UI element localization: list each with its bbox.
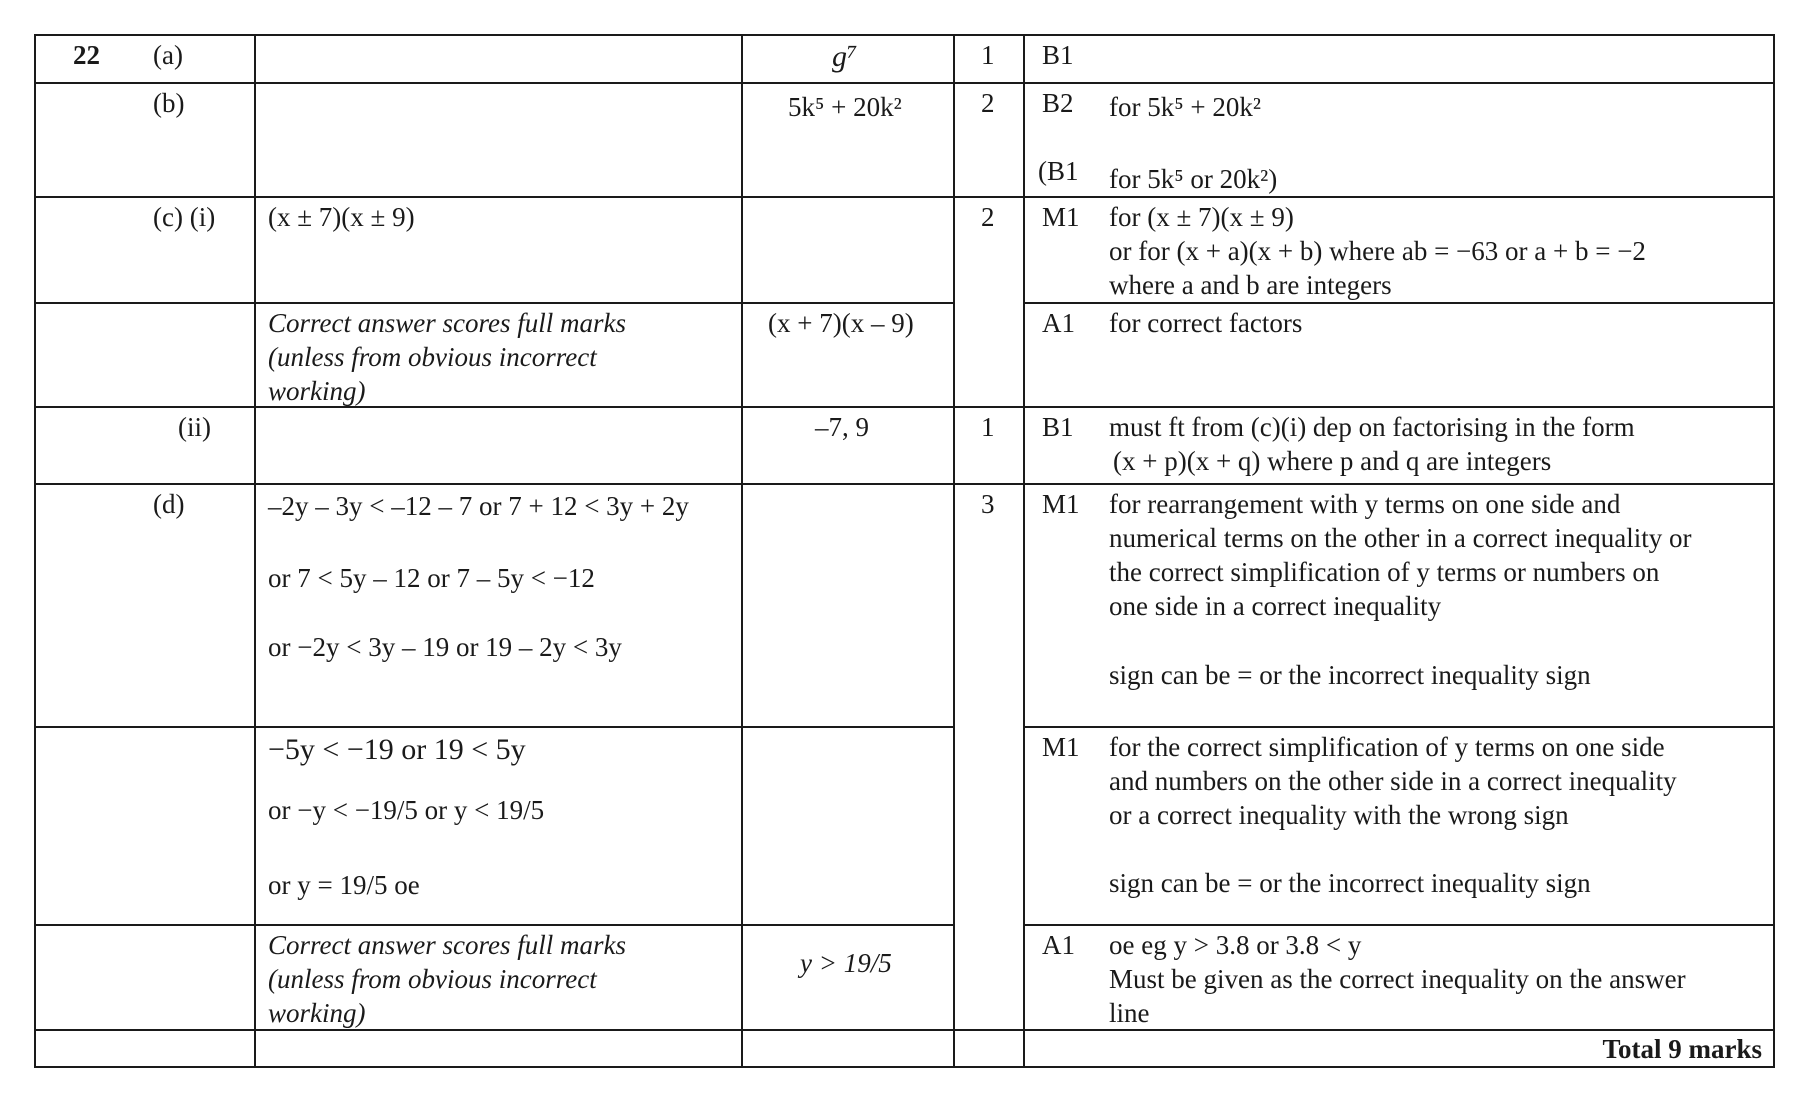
note-d-2a: for the correct simplification of y terms on one side — [1109, 732, 1665, 762]
answer-c-i: (x + 7)(x – 9) — [768, 308, 914, 338]
note-b-2: for 5k⁵ or 20k²) — [1109, 164, 1278, 194]
note-d-3a: oe eg y > 3.8 or 3.8 < y — [1109, 930, 1362, 960]
code-c-i-2: A1 — [1042, 308, 1075, 338]
mark-c: 2 — [981, 202, 995, 232]
note-c-i-2: for correct factors — [1109, 308, 1303, 338]
table-border-top — [34, 34, 1775, 36]
working-d-3-line2: (unless from obvious incorrect — [268, 964, 597, 994]
working-c-i-2-line1: Correct answer scores full marks — [268, 308, 626, 338]
part-label-d: (d) — [153, 489, 185, 519]
note-b-1: for 5k⁵ + 20k² — [1109, 92, 1261, 122]
code-a: B1 — [1042, 40, 1074, 70]
row-divider — [1023, 726, 1775, 728]
note-d-3c: line — [1109, 998, 1150, 1028]
code-b-1: B2 — [1042, 88, 1074, 118]
working-d-2a: −5y < −19 or 19 < 5y — [268, 733, 526, 766]
column-divider — [1023, 34, 1025, 1068]
code-d-3: A1 — [1042, 930, 1075, 960]
code-c-i-1: M1 — [1042, 202, 1080, 232]
question-number: 22 — [73, 40, 100, 70]
part-label-b: (b) — [153, 88, 185, 118]
working-d-1c: or −2y < 3y – 19 or 19 – 2y < 3y — [268, 632, 622, 662]
mark-d: 3 — [981, 489, 995, 519]
row-divider — [34, 196, 1775, 198]
note-c-i-1a: for (x ± 7)(x ± 9) — [1109, 202, 1294, 232]
working-d-2b: or −y < −19/5 or y < 19/5 — [268, 795, 545, 825]
mark-b: 2 — [981, 88, 995, 118]
code-c-ii: B1 — [1042, 412, 1074, 442]
working-d-2c: or y = 19/5 oe — [268, 870, 420, 900]
note-d-2b: and numbers on the other side in a correct inequality — [1109, 766, 1677, 796]
table-border-bottom — [34, 1066, 1775, 1068]
note-c-i-1b: or for (x + a)(x + b) where ab = −63 or a + b = −2 — [1109, 236, 1646, 266]
code-d-2: M1 — [1042, 732, 1080, 762]
answer-b: 5k⁵ + 20k² — [788, 92, 902, 122]
working-c-i: (x ± 7)(x ± 9) — [268, 202, 415, 232]
column-divider — [254, 34, 256, 1068]
row-divider — [34, 726, 953, 728]
column-divider — [741, 34, 743, 1068]
code-b-2: (B1 — [1038, 156, 1079, 186]
row-divider — [34, 82, 1775, 84]
working-d-3-line3: working) — [268, 998, 366, 1028]
table-border-right — [1773, 34, 1775, 1068]
note-c-ii-b: (x + p)(x + q) where p and q are integers — [1113, 446, 1552, 476]
row-divider — [1023, 302, 1775, 304]
note-d-1e: sign can be = or the incorrect inequality sign — [1109, 660, 1591, 690]
mark-a: 1 — [981, 40, 995, 70]
row-divider — [34, 483, 1775, 485]
note-d-1d: one side in a correct inequality — [1109, 591, 1442, 621]
part-label-c-ii: (ii) — [178, 412, 211, 442]
answer-d: y > 19/5 — [800, 948, 892, 978]
part-label-c-i: (c) (i) — [153, 202, 216, 232]
note-d-1b: numerical terms on the other in a correct inequality or — [1109, 523, 1692, 553]
working-c-i-2-line3: working) — [268, 376, 366, 406]
mark-c-ii: 1 — [981, 412, 995, 442]
note-d-2c: or a correct inequality with the wrong sign — [1109, 800, 1569, 830]
working-d-3-line1: Correct answer scores full marks — [268, 930, 626, 960]
column-divider — [953, 34, 955, 1068]
code-d-1: M1 — [1042, 489, 1080, 519]
working-c-i-2-line2: (unless from obvious incorrect — [268, 342, 597, 372]
working-d-1a: –2y – 3y < –12 – 7 or 7 + 12 < 3y + 2y — [268, 491, 689, 521]
row-divider — [34, 924, 953, 926]
note-c-i-1c: where a and b are integers — [1109, 270, 1392, 300]
note-d-2d: sign can be = or the incorrect inequality sign — [1109, 868, 1591, 898]
note-c-ii-a: must ft from (c)(i) dep on factorising in the form — [1109, 412, 1635, 442]
working-d-1b: or 7 < 5y – 12 or 7 – 5y < −12 — [268, 563, 595, 593]
part-label-a: (a) — [153, 40, 183, 70]
answer-a: g⁷ — [832, 40, 858, 73]
note-d-3b: Must be given as the correct inequality on the answer — [1109, 964, 1686, 994]
row-divider — [1023, 924, 1775, 926]
note-d-1a: for rearrangement with y terms on one side and — [1109, 489, 1621, 519]
note-d-1c: the correct simplification of y terms or numbers on — [1109, 557, 1660, 587]
answer-c-ii: –7, 9 — [815, 412, 869, 442]
total-marks: Total 9 marks — [1602, 1034, 1762, 1064]
table-border-left — [34, 34, 36, 1068]
row-divider — [34, 302, 953, 304]
